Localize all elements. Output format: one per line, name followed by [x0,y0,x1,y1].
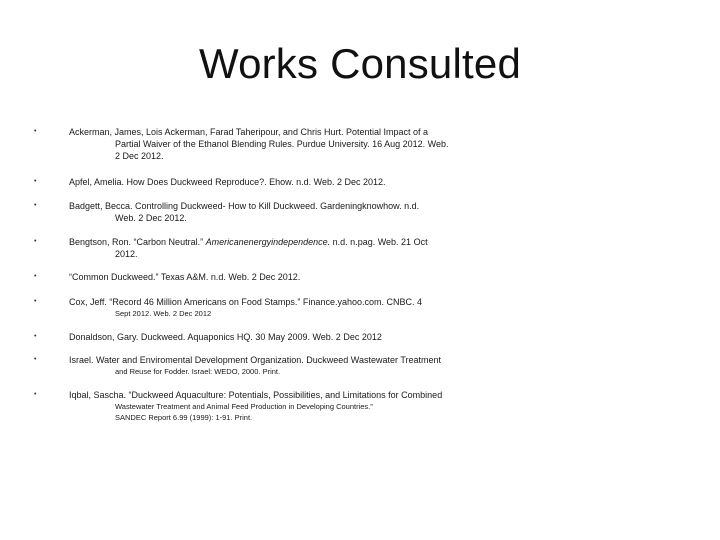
reference-line: Apfel, Amelia. How Does Duckweed Reproduce?. Ehow. n.d. Web. 2 Dec 2012. [69,177,386,187]
reference-line: Wastewater Treatment and Animal Feed Production in Developing Countries.” [115,402,373,411]
bullet-icon: • [34,202,37,209]
reference-line: Web. 2 Dec 2012. [115,213,187,223]
reference-line: 2012. [115,249,138,259]
bullet-icon: • [34,298,37,305]
reference-line: SANDEC Report 6.99 (1999): 1-91. Print. [115,413,253,422]
reference-line: and Reuse for Fodder. Israel: WEDO, 2000. Print. [115,367,281,376]
reference-line [69,236,674,248]
bullet-icon: • [34,238,37,245]
bullet-icon: • [34,356,37,363]
slide-title: Works Consulted [198,40,522,87]
reference-line: Iqbal, Sascha. “Duckweed Aquaculture: Potentials, Possibilities, and Limitations for Combined [69,390,443,400]
reference-item [34,176,674,188]
reference-line: “Common Duckweed.” Texas A&M. n.d. Web. 2 Dec 2012. [69,272,301,282]
reference-text: n.d. n.pag. Web. 21 Oct [330,237,428,247]
reference-text: Bengtson, Ron. “Carbon Neutral.” [69,237,206,247]
reference-item [34,331,674,343]
bullet-icon: • [34,273,37,280]
bullet-icon: • [34,333,37,340]
reference-item [34,271,674,283]
reference-line: Donaldson, Gary. Duckweed. Aquaponics HQ. 30 May 2009. Web. 2 Dec 2012 [69,332,382,342]
reference-line: 2 Dec 2012. [115,151,164,161]
reference-item [34,296,674,319]
reference-item [34,236,674,260]
reference-line: Partial Waiver of the Ethanol Blending Rules. Purdue University. 16 Aug 2012. Web. [115,139,449,149]
reference-line: Ackerman, James, Lois Ackerman, Farad Taheripour, and Chris Hurt. Potential Impact of a [69,127,428,137]
bullet-icon: • [34,178,37,185]
bullet-icon: • [34,128,37,135]
reference-item [34,126,674,162]
reference-line: Israel. Water and Enviromental Development Organization. Duckweed Wastewater Treatment [69,355,441,365]
bullet-icon: • [34,391,37,398]
reference-item [34,200,674,224]
reference-item [34,389,674,423]
reference-italic-title: Americanenergyindependence. [205,237,331,247]
reference-line: Badgett, Becca. Controlling Duckweed- How to Kill Duckweed. Gardeningknowhow. n.d. [69,201,420,211]
reference-item [34,354,674,377]
reference-line: Cox, Jeff. “Record 46 Million Americans on Food Stamps.” Finance.yahoo.com. CNBC. 4 [69,297,422,307]
reference-line: Sept 2012. Web. 2 Dec 2012 [115,309,212,318]
